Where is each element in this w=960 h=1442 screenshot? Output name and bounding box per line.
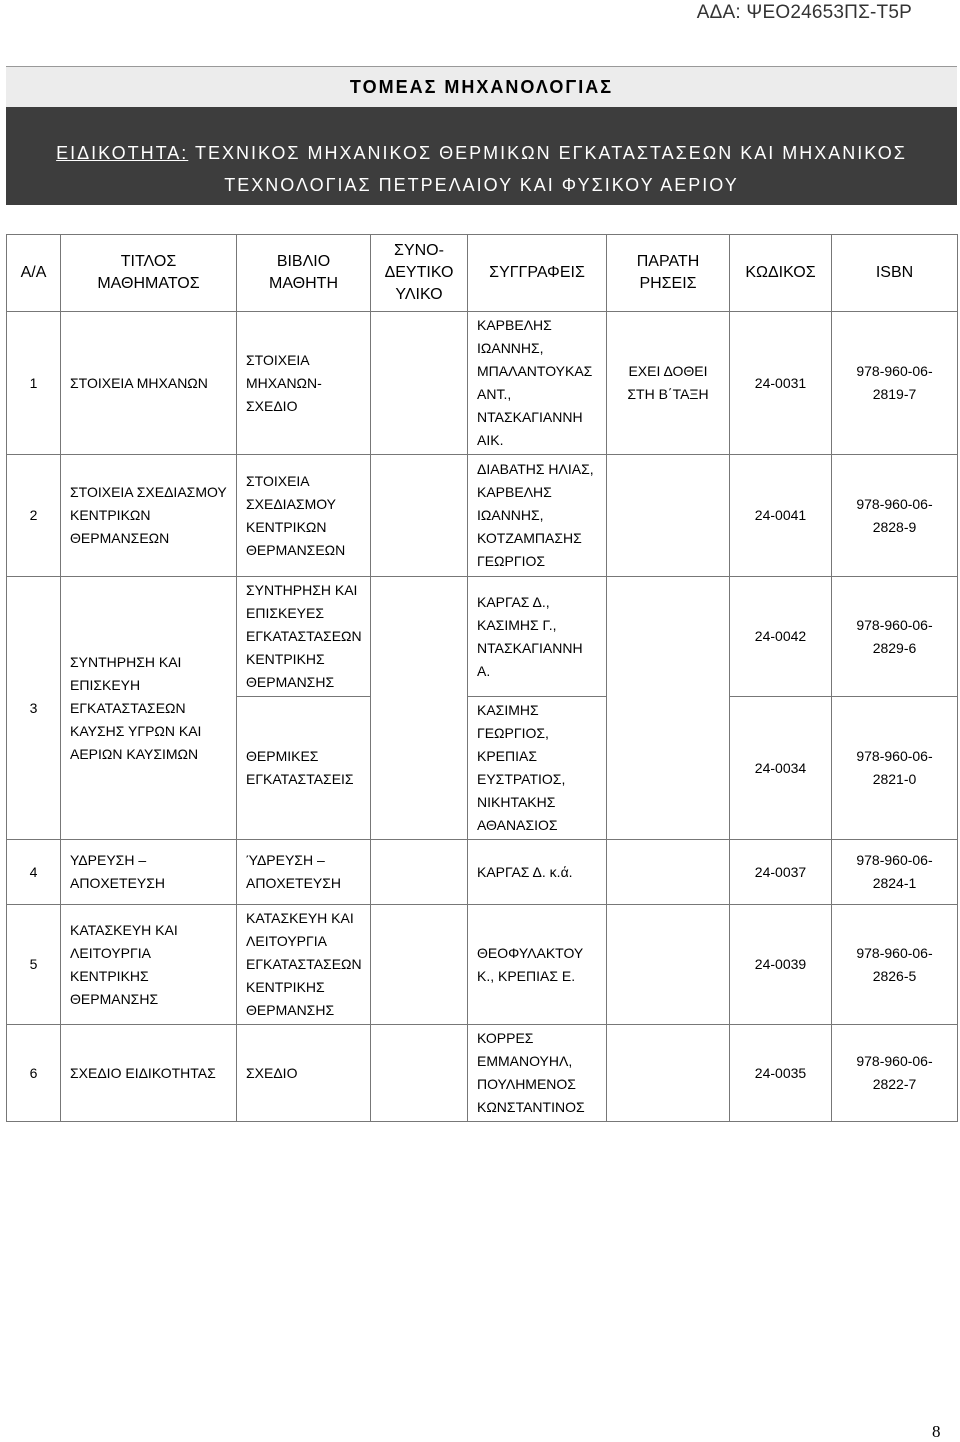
row-code: 24-0042 [730,577,832,697]
row-aa: 1 [7,312,61,455]
row-title: ΥΔΡΕΥΣΗ – ΑΠΟΧΕΤΕΥΣΗ [61,840,237,905]
row-authors: ΚΟΡΡΕΣ ΕΜΜΑΝΟΥΗΛ, ΠΟΥΛΗΜΕΝΟΣ ΚΩΝΣΤΑΝΤΙΝΟΣ [468,1025,607,1122]
row-book: ΣΤΟΙΧΕΙΑ ΜΗΧΑΝΩΝ- ΣΧΕΔΙΟ [237,312,371,455]
row-code: 24-0037 [730,840,832,905]
row-aa: 2 [7,455,61,577]
row-notes [607,455,730,577]
row-supplementary [371,905,468,1025]
row-book: ΣΤΟΙΧΕΙΑ ΣΧΕΔΙΑΣΜΟΥ ΚΕΝΤΡΙΚΩΝ ΘΕΡΜΑΝΣΕΩΝ [237,455,371,577]
row-authors: ΚΑΡΓΑΣ Δ., ΚΑΣΙΜΗΣ Γ., ΝΤΑΣΚΑΓΙΑΝΝΗ Α. [468,577,607,697]
row-book: ΣΧΕΔΙΟ [237,1025,371,1122]
row-code: 24-0039 [730,905,832,1025]
row-isbn: 978-960-06- 2829-6 [832,577,958,697]
row-aa: 3 [7,577,61,840]
specialty-banner [6,107,957,205]
row-isbn: 978-960-06- 2822-7 [832,1025,958,1122]
header-authors: ΣΥΓΓΡΑΦΕΙΣ [468,235,607,312]
row-isbn: 978-960-06- 2819-7 [832,312,958,455]
row-title: ΣΥΝΤΗΡΗΣΗ ΚΑΙ ΕΠΙΣΚΕΥΗ ΕΓΚΑΤΑΣΤΑΣΕΩΝ ΚΑΥΣΗΣ ΥΓΡΩΝ ΚΑΙ ΑΕΡΙΩΝ ΚΑΥΣΙΜΩΝ [61,577,237,840]
page-number: 8 [932,1422,941,1441]
header-title: ΤΙΤΛΟΣ ΜΑΘΗΜΑΤΟΣ [61,235,237,312]
row-book: ΘΕΡΜΙΚΕΣ ΕΓΚΑΤΑΣΤΑΣΕΙΣ [237,697,371,840]
specialty-text-2: ΤΕΧΝΟΛΟΓΙΑΣ ΠΕΤΡΕΛΑΙΟΥ ΚΑΙ ΦΥΣΙΚΟΥ ΑΕΡΙΟΥ [224,175,739,195]
header-supplementary: ΣΥΝΟ- ΔΕΥΤΙΚΟ ΥΛΙΚΟ [371,235,468,312]
row-supplementary [371,312,468,455]
books-table [6,234,958,1122]
row-title: ΣΤΟΙΧΕΙΑ ΣΧΕΔΙΑΣΜΟΥ ΚΕΝΤΡΙΚΩΝ ΘΕΡΜΑΝΣΕΩΝ [61,455,237,577]
table-row [7,455,958,577]
row-book: ΚΑΤΑΣΚΕΥΗ ΚΑΙ ΛΕΙΤΟΥΡΓΙΑ ΕΓΚΑΤΑΣΤΑΣΕΩΝ ΚΕΝΤΡΙΚΗΣ ΘΕΡΜΑΝΣΗΣ [237,905,371,1025]
row-code: 24-0031 [730,312,832,455]
specialty-line-1 [6,137,957,169]
row-notes [607,840,730,905]
row-code: 24-0034 [730,697,832,840]
row-book: Ύ​ΔΡΕΥΣΗ – ΑΠΟΧΕΤΕΥΣΗ [237,840,371,905]
row-notes [607,905,730,1025]
row-isbn: 978-960-06- 2824-1 [832,840,958,905]
table-header-row [7,235,958,312]
table-row [7,905,958,1025]
row-isbn: 978-960-06- 2826-5 [832,905,958,1025]
table-row [7,1025,958,1122]
header-aa: Α/Α [7,235,61,312]
row-title: ΣΧΕΔΙΟ ΕΙΔΙΚΟΤΗΤΑΣ [61,1025,237,1122]
row-authors: ΚΑΡΓΑΣ Δ. κ.ά. [468,840,607,905]
row-title: ΣΤΟΙΧΕΙΑ ΜΗΧΑΝΩΝ [61,312,237,455]
row-isbn: 978-960-06- 2821-0 [832,697,958,840]
row-supplementary [371,840,468,905]
row-supplementary [371,577,468,840]
row-notes: ΕΧΕΙ ΔΟΘΕΙ ΣΤΗ Β΄ΤΑΞΗ [607,312,730,455]
header-isbn: ISBN [832,235,958,312]
row-supplementary [371,455,468,577]
header-notes: ΠΑΡΑΤΗ ΡΗΣΕΙΣ [607,235,730,312]
specialty-text-1: ΤΕΧΝΙΚΟΣ ΜΗΧΑΝΙΚΟΣ ΘΕΡΜΙΚΩΝ ΕΓΚΑΤΑΣΤΑΣΕΩΝ ΚΑΙ ΜΗΧΑΝΙΚΟΣ [194,143,907,163]
row-authors: ΚΑΡΒΕΛΗΣ ΙΩΑΝΝΗΣ, ΜΠΑΛΑΝΤΟΥΚΑΣ ΑΝΤ., ΝΤΑΣΚΑΓΙΑΝΝΗ ΑΙΚ. [468,312,607,455]
sector-title: ΤΟΜΕΑΣ ΜΗΧΑΝΟΛΟΓΙΑΣ [6,66,957,108]
row-supplementary [371,1025,468,1122]
row-authors: ΘΕΟΦΥΛΑΚΤΟΥ Κ., ΚΡΕΠΙΑΣ Ε. [468,905,607,1025]
table-row [7,312,958,455]
row-notes [607,577,730,840]
row-code: 24-0035 [730,1025,832,1122]
row-book: ΣΥΝΤΗΡΗΣΗ ΚΑΙ ΕΠΙΣΚΕΥΕΣ ΕΓΚΑΤΑΣΤΑΣΕΩΝ ΚΕΝΤΡΙΚΗΣ ΘΕΡΜΑΝΣΗΣ [237,577,371,697]
row-code: 24-0041 [730,455,832,577]
row-authors: ΔΙΑΒΑΤΗΣ ΗΛΙΑΣ, ΚΑΡΒΕΛΗΣ ΙΩΑΝΝΗΣ, ΚΟΤΖΑΜΠΑΣΗΣ ΓΕΩΡΓΙΟΣ [468,455,607,577]
row-isbn: 978-960-06- 2828-9 [832,455,958,577]
row-authors: ΚΑΣΙΜΗΣ ΓΕΩΡΓΙΟΣ, ΚΡΕΠΙΑΣ ΕΥΣΤΡΑΤΙΟΣ, ΝΙΚΗΤΑΚΗΣ ΑΘΑΝΑΣΙΟΣ [468,697,607,840]
row-aa: 6 [7,1025,61,1122]
header-code: ΚΩΔΙΚΟΣ [730,235,832,312]
table-row [7,840,958,905]
table-row [7,577,958,697]
header-book: ΒΙΒΛΙΟ ΜΑΘΗΤΗ [237,235,371,312]
row-aa: 4 [7,840,61,905]
row-notes [607,1025,730,1122]
ada-code: ΑΔΑ: ΨΕΟ24653ΠΣ-Τ5Ρ [696,2,912,23]
row-aa: 5 [7,905,61,1025]
specialty-label: ΕΙΔΙΚΟΤΗΤΑ: [56,143,189,163]
row-title: ΚΑΤΑΣΚΕΥΗ ΚΑΙ ΛΕΙΤΟΥΡΓΙΑ ΚΕΝΤΡΙΚΗΣ ΘΕΡΜΑΝΣΗΣ [61,905,237,1025]
